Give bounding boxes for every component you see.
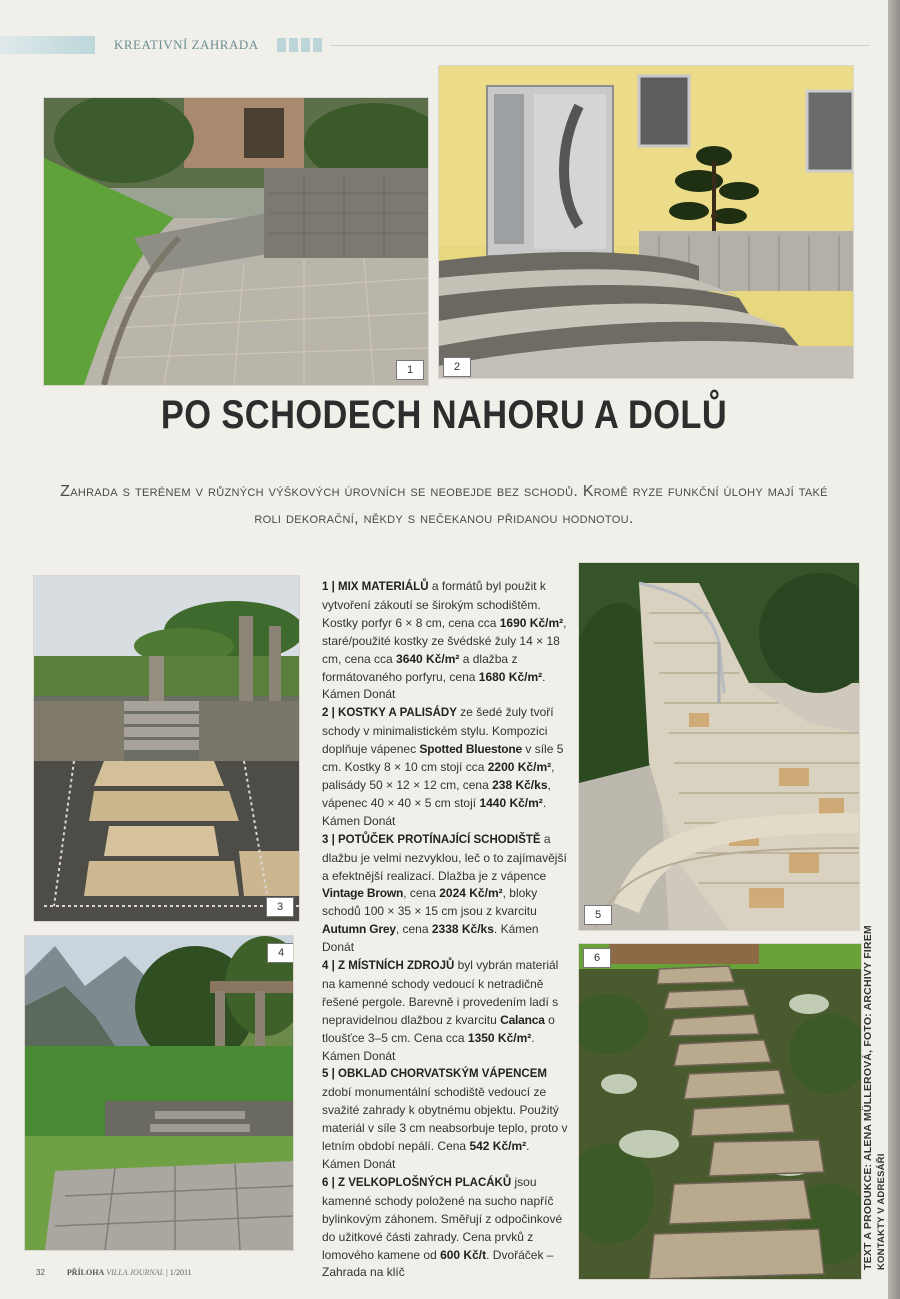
header-rule	[330, 45, 870, 46]
item-6: 6 | Z VELKOPLOŠNÝCH PLACÁKŮ jsou kamenné schody položené na sucho napříč bylinkovým záhonem. Směřují z odpočinkové do užitkové části zahrady. Cena prvků z lomového kamene od 600 Kč/t. Dvořáček – Zahrada na klíč	[322, 1174, 563, 1280]
section-label: KREATIVNÍ ZAHRADA	[114, 37, 259, 52]
photo-credit	[862, 925, 888, 1270]
item-5: 5 | OBKLAD CHORVATSKÝM VÁPENCEM zdobí monumentální schodiště vedoucí ze svažité zahrady k obytnému objektu. Použitý materiál v síle 3 cm neabsorbuje teplo, proto v letním období nepálí. Cena 542 Kč/m². Kámen Donát	[322, 1068, 568, 1171]
page-footer: 32 PŘÍLOHA VILLA JOURNAL | 1/2011	[36, 1268, 192, 1277]
photo-number: 3	[266, 897, 294, 917]
photo-1	[43, 97, 429, 386]
photo-5	[578, 562, 860, 931]
item-4: 4 | Z MÍSTNÍCH ZDROJŮ byl vybrán materiál na kamenné schody vedoucí k netradičně řešené pergole. Barevně i provedením ladí s nepravidelnou dlažbou z kvarcitu Calanca o tloušťce 3–5 cm. Cena cca 1350 Kč/m². Kámen Donát	[322, 958, 559, 1063]
article-lead: Zahrada s terénem v různých výškových úrovních se neobejde bez schodů. Kromě ryze funkční úlohy mají také roli dekorační, někdy s nečekanou přidanou hodnotou.	[60, 483, 828, 527]
header-decoration	[277, 38, 322, 52]
photo-3	[33, 575, 300, 922]
item-3: 3 | POTŮČEK PROTÍNAJÍCÍ SCHODIŠTĚ a dlažbu je velmi nezvyklou, leč o to zajímavější a efektnější realizací. Dlažba je z vápence Vintage Brown, cena 2024 Kč/m², bloky schodů 100 × 35 × 15 cm jsou z kvarcitu Autumn Grey, cena 2338 Kč/ks. Kámen Donát	[322, 831, 567, 955]
photo-number: 2	[443, 357, 471, 377]
header-color-strip	[0, 36, 95, 54]
photo-4	[24, 935, 294, 1251]
photo-number: 6	[583, 948, 611, 968]
photo-number: 4	[267, 943, 294, 963]
section-header	[0, 36, 888, 54]
credit-line: TEXT A PRODUKCE: ALENA MÜLLEROVÁ, FOTO: ARCHIVY FIREM	[862, 925, 874, 1270]
contacts-note: KONTAKTY V ADRESÁŘI	[876, 1153, 887, 1270]
photo-6	[578, 943, 862, 1280]
photo-number: 1	[396, 360, 424, 380]
issue-number: 1/2011	[169, 1268, 192, 1277]
photo-2	[438, 65, 854, 379]
publication-label: PŘÍLOHA	[66, 1268, 105, 1277]
page-number: 32	[36, 1268, 45, 1277]
article-title: PO SCHODECH NAHORU A DOLŮ	[160, 393, 728, 437]
page-edge	[888, 0, 900, 1299]
article-body	[322, 578, 568, 1282]
item-1: 1 | MIX MATERIÁLŮ a formátů byl použit k vytvoření zákoutí se širokým schodištěm. Kostky porfyr 6 × 8 cm, cena cca 1690 Kč/m², staré/použité kostky ze švédské žuly 14 × 18 cm, cena cca 3640 Kč/m² a dlažba z formátovaného porfyru, cena 1680 Kč/m². Kámen Donát	[322, 579, 567, 702]
photo-number: 5	[584, 905, 612, 925]
magazine-name: VILLA JOURNAL	[106, 1268, 165, 1277]
item-2: 2 | KOSTKY A PALISÁDY ze šedé žuly tvoří schody v minimalistickém stylu. Kompozici doplňuje vápenec Spotted Bluestone v síle 5 cm. Kostky 8 × 10 cm stojí cca 2200 Kč/m², palisády 50 × 12 × 12 cm, cena 238 Kč/ks, vápenec 40 × 40 × 5 cm stojí 1440 Kč/m². Kámen Donát	[322, 705, 564, 828]
